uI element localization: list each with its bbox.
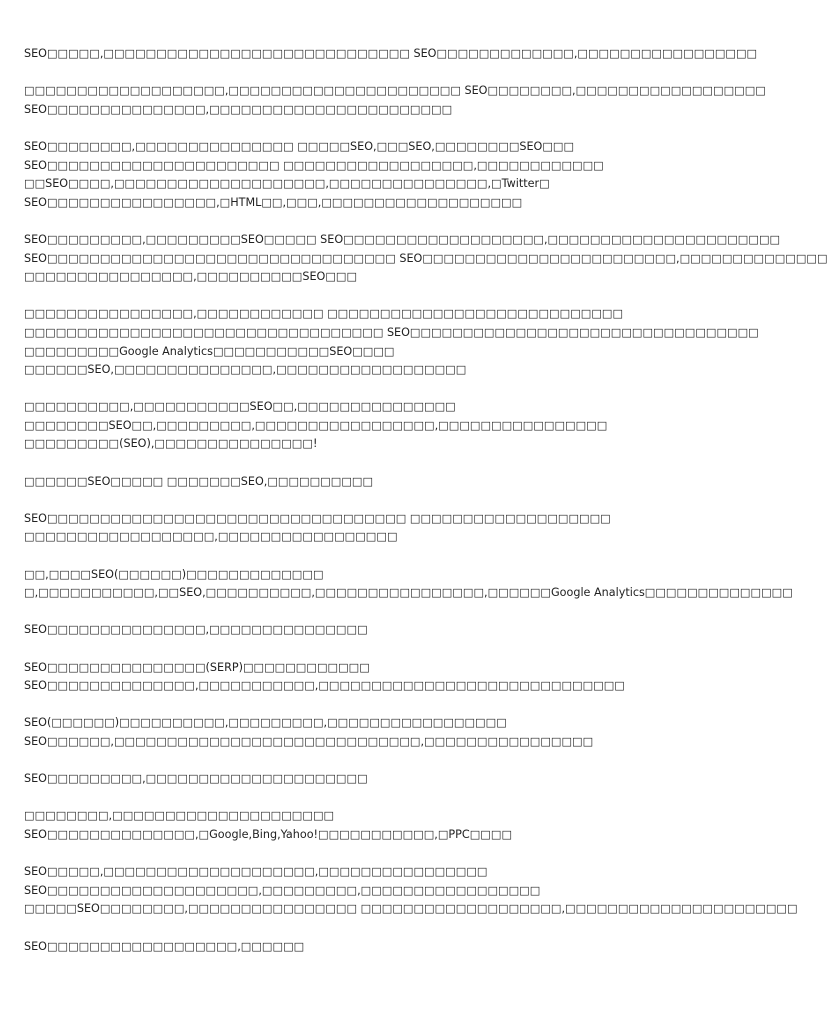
text-line: □□□□□□□□□□□□□□□□□□,□□□□□□□□□□□□□□□□□ <box>24 530 398 544</box>
text-line: □□,□□□□SEO(□□□□□□)□□□□□□□□□□□□□ <box>24 567 324 581</box>
text-line: □□SEO□□□□,□□□□□□□□□□□□□□□□□□□□,□□□□□□□□□□□□□□□,□Twitter□ <box>24 177 550 191</box>
text-line: □□□□□□□□□□□□□□□□,□□□□□□□□□□SEO□□□ <box>24 270 358 284</box>
paragraph <box>24 659 720 696</box>
paragraph <box>24 863 798 919</box>
paragraph <box>24 45 758 64</box>
text-line: SEO□□□□□□□□□,□□□□□□□□□SEO□□□□□ SEO□□□□□□□□□□□□□□□□□□□,□□□□□□□□□□□□□□□□□□□□□□ <box>24 232 781 246</box>
text-line: SEO□□□□□□□□□□□□□□□□□□□□□□ □□□□□□□□□□□□□□□□□□,□□□□□□□□□□□□ <box>24 158 604 172</box>
text-line: □□□□□□SEO□□□□□ □□□□□□□SEO,□□□□□□□□□□ <box>24 474 374 488</box>
text-line: □,□□□□□□□□□□□,□□SEO,□□□□□□□□□□,□□□□□□□□□□□□□□□□,□□□□□□Google Analytics□□□□□□□□□□□□□□ <box>24 586 793 600</box>
text-line: □□□□□□□□□□□□□□□□□□□□□□□□□□□□□□□□□□ SEO□□□□□□□□□□□□□□□□□□□□□□□□□□□□□□□□□ <box>24 325 759 339</box>
text-line: □□□□□□SEO,□□□□□□□□□□□□□□□,□□□□□□□□□□□□□□□□□□ <box>24 363 467 377</box>
paragraph <box>24 231 828 287</box>
text-line: SEO(□□□□□□)□□□□□□□□□□,□□□□□□□□□,□□□□□□□□□□□□□□□□□ <box>24 716 507 730</box>
text-line: SEO□□□□□□□□□□□□□□□(SERP)□□□□□□□□□□□□ <box>24 660 370 674</box>
paragraph <box>24 473 720 492</box>
text-line: SEO□□□□□□□□□□□□□□□□,□HTML□□,□□□,□□□□□□□□□□□□□□□□□□□ <box>24 195 523 209</box>
text-line: SEO□□□□□□□□□□□□□□□□□□,□□□□□□ <box>24 939 305 953</box>
text-line: □□□□□SEO□□□□□□□□,□□□□□□□□□□□□□□□□ □□□□□□□□□□□□□□□□□□□,□□□□□□□□□□□□□□□□□□□□□□ <box>24 902 798 916</box>
text-line: SEO□□□□□,□□□□□□□□□□□□□□□□□□□□,□□□□□□□□□□□□□□□□ <box>24 865 488 879</box>
text-line: SEO□□□□□□□□□□□□□□,□□□□□□□□□□□,□□□□□□□□□□□□□□□□□□□□□□□□□□□□□ <box>24 679 625 693</box>
text-line: □□□□□□□□□Google Analytics□□□□□□□□□□□SEO□□□□ <box>24 344 395 358</box>
text-line: SEO□□□□□□□□□□□□□□□□□□□□,□□□□□□□□□,□□□□□□□□□□□□□□□□□ <box>24 883 541 897</box>
text-line: SEO□□□□□□□□,□□□□□□□□□□□□□□□ □□□□□SEO,□□□SEO,□□□□□□□□SEO□□□ <box>24 139 575 153</box>
text-line: □□□□□□□□□(SEO),□□□□□□□□□□□□□□□! <box>24 437 318 451</box>
paragraph <box>24 938 720 957</box>
text-line: SEO□□□□□□□□□□□□□□□,□□□□□□□□□□□□□□□□□□□□□□□ <box>24 102 453 116</box>
text-line: SEO□□□□□□□□□□□□□□□□□□□□□□□□□□□□□□□□□□ □□□□□□□□□□□□□□□□□□□ <box>24 511 611 525</box>
paragraph <box>24 305 759 379</box>
paragraph <box>24 621 720 640</box>
paragraph <box>24 807 720 844</box>
text-line: SEO□□□□□□,□□□□□□□□□□□□□□□□□□□□□□□□□□□□□,□□□□□□□□□□□□□□□□ <box>24 734 594 748</box>
text-line: SEO□□□□□□□□□□□□□□□,□□□□□□□□□□□□□□□ <box>24 623 368 637</box>
text-line: SEO□□□□□□□□□,□□□□□□□□□□□□□□□□□□□□□ <box>24 772 368 786</box>
text-line: SEO□□□□□,□□□□□□□□□□□□□□□□□□□□□□□□□□□□□ SEO□□□□□□□□□□□□□,□□□□□□□□□□□□□□□□□ <box>24 47 758 60</box>
paragraph <box>24 398 720 454</box>
paragraph <box>24 138 720 212</box>
paragraph <box>24 82 766 119</box>
text-line: □□□□□□□□□□,□□□□□□□□□□□SEO□□,□□□□□□□□□□□□□□□ <box>24 400 456 414</box>
text-line: □□□□□□□□□□□□□□□□,□□□□□□□□□□□□ □□□□□□□□□□□□□□□□□□□□□□□□□□□□ <box>24 307 624 321</box>
text-line: SEO□□□□□□□□□□□□□□□□□□□□□□□□□□□□□□□□□ SEO□□□□□□□□□□□□□□□□□□□□□□□□,□□□□□□□□□□□□□□ <box>24 251 828 265</box>
text-line: □□□□□□□□□□□□□□□□□□□,□□□□□□□□□□□□□□□□□□□□□□ SEO□□□□□□□□,□□□□□□□□□□□□□□□□□□ <box>24 84 766 98</box>
paragraph <box>24 770 720 789</box>
text-line: SEO□□□□□□□□□□□□□□,□Google,Bing,Yahoo!□□□□□□□□□□□,□PPC□□□□ <box>24 827 513 841</box>
paragraph <box>24 566 793 603</box>
text-line: □□□□□□□□,□□□□□□□□□□□□□□□□□□□□□ <box>24 809 335 823</box>
paragraph <box>24 510 720 547</box>
text-line: □□□□□□□□SEO□□,□□□□□□□□□,□□□□□□□□□□□□□□□□□,□□□□□□□□□□□□□□□□ <box>24 418 608 432</box>
paragraph <box>24 714 720 751</box>
